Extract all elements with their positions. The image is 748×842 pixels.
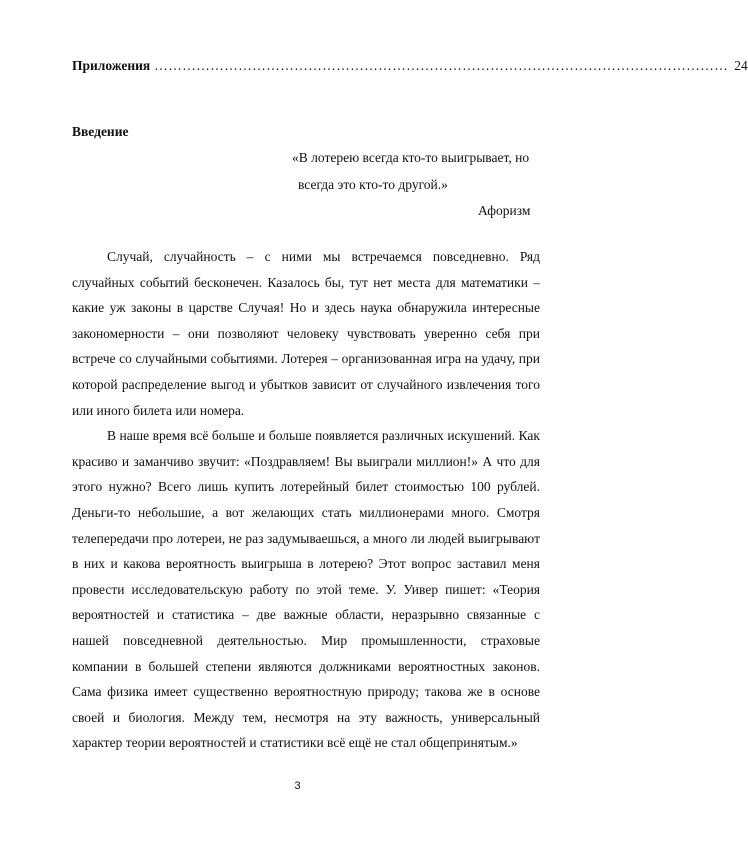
paragraph: В наше время всё больше и больше появляется различных искушений. Как красиво и заманчиво звучит: «Поздравляем! Вы выиграли миллион!» А что для этого нужно? Всего лишь купить лотерейный билет стоимостью 100 рублей. Деньги-то небольшие, а вот желающих стать миллионерами много. Смотря телепередачи про лотереи, не раз задумываешься, а много ли людей выигрывают в них и какова вероятность выигрыша в лотерею? Этот вопрос заставил меня провести исследовательскую работу по этой теме. У. Уивер пишет: «Теория вероятностей и статистика – две важные области, неразрывно связанные с нашей повседневной деятельностью. Мир промышленности, страховые компании в большей степени являются должниками вероятностных законов. Сама физика имеет существенно вероятностную природу; такова же в основе своей и биология. Между тем, несмотря на эту важность, универсальный характер теории вероятностей и статистики всё ещё не стал общепринятым.»: [72, 428, 540, 751]
toc-entry-page: 24: [734, 58, 748, 73]
page-number: 3: [294, 780, 301, 792]
toc-entry: [72, 58, 748, 74]
epigraph-line-2: всегда это кто-то другой.»: [298, 177, 448, 192]
epigraph-line-1: «В лотерею всегда кто-то выигрывает, но: [292, 150, 530, 165]
section-heading: Введение: [72, 124, 129, 139]
epigraph-author: Афоризм: [478, 203, 531, 218]
body-text: [72, 244, 540, 756]
toc-leader-dots: ……………………………………………………………………………………………………………: [154, 58, 729, 73]
toc-entry-label: Приложения: [72, 58, 151, 73]
paragraph: Случай, случайность – с ними мы встречаемся повседневно. Ряд случайных событий бесконечен. Казалось бы, тут нет места для математики – какие уж законы в царстве Случая! Но и здесь наука обнаружила интересные закономерности – они позволяют человеку чувствовать уверенно себя при встрече со случайными событиями. Лотерея – организованная игра на удачу, при которой распределение выгод и убытков зависит от случайного извлечения того или иного билета или номера.: [72, 249, 540, 418]
